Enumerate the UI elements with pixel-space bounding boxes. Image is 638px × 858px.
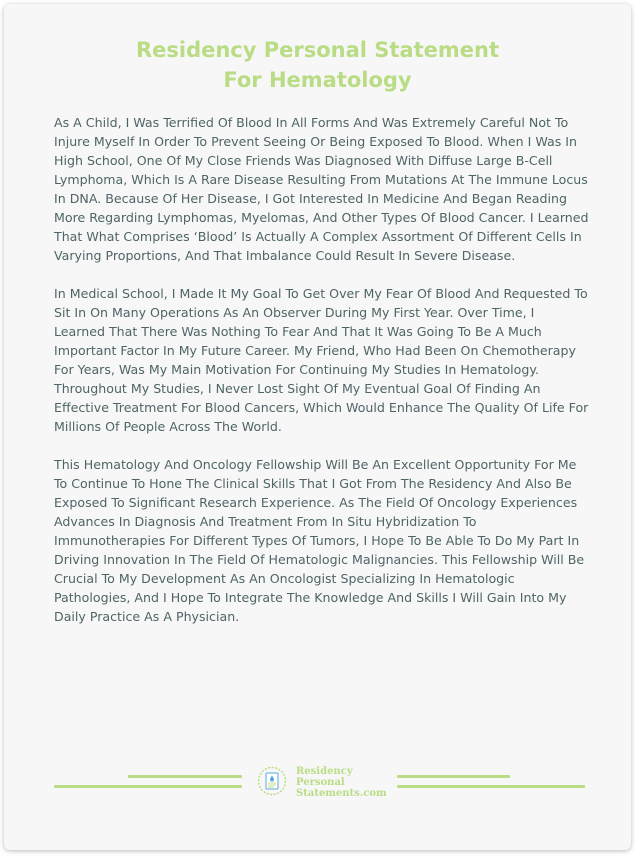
- logo-line-2: Personal: [296, 777, 345, 788]
- logo-line-1: Residency: [296, 766, 353, 777]
- paragraph-1: As A Child, I Was Terrified Of Blood In All Forms And Was Extremely Careful Not To Injure Myself In Order To Prevent Seeing Or Being Exposed To Blood. When I Was In High School, One Of My Close Friends Was Diagnosed With Diffuse Large B-Cell Lymphoma, Which Is A Rare Disease Resulting From Mutations At The Immune Locus In DNA. Because Of Her Disease, I Got Interested In Medicine And Began Reading More Regarding Lymphomas, Myelomas, And Other Types Of Blood Cancer. I Learned That What Comprises ‘Blood’ Is Actually A Complex Assortment Of Different Cells In Varying Proportions, And That Imbalance Could Result In Severe Disease.: [54, 115, 589, 263]
- brand-logo-text: [296, 766, 387, 799]
- footer: [4, 760, 631, 810]
- title-line-2: For Hematology: [223, 68, 412, 92]
- page-title: [4, 35, 631, 95]
- footer-line-right-short: [397, 775, 510, 778]
- paragraph-3: This Hematology And Oncology Fellowship Will Be An Excellent Opportunity For Me To Continue To Hone The Clinical Skills That I Got From The Residency And Also Be Exposed To Significant Research Experience. As The Field Of Oncology Experiences Advances In Diagnosis And Treatment From In Situ Hybridization To Immunotherapies For Different Types Of Tumors, I Hope To Be Able To Do My Part In Driving Innovation In The Field Of Hematologic Malignancies. This Fellowship Will Be Crucial To My Development As An Oncologist Specializing In Hematologic Pathologies, And I Hope To Integrate The Knowledge And Skills I Will Gain Into My Daily Practice As A Physician.: [54, 457, 585, 624]
- statement-body: [54, 113, 589, 645]
- document-page: [4, 4, 631, 850]
- footer-line-left-long: [54, 785, 242, 788]
- paragraph-2: In Medical School, I Made It My Goal To Get Over My Fear Of Blood And Requested To Sit In On Many Operations As An Observer During My First Year. Over Time, I Learned That There Was Nothing To Fear And That It Was Going To Be A Much Important Factor In My Future Career. My Friend, Who Had Been On Chemotherapy For Years, Was My Main Motivation For Continuing My Studies In Hematology. Throughout My Studies, I Never Lost Sight Of My Eventual Goal Of Finding An Effective Treatment For Blood Cancers, Which Would Enhance The Quality Of Life For Millions Of People Across The World.: [54, 286, 589, 434]
- title-line-1: Residency Personal Statement: [135, 38, 500, 62]
- document-drop-icon: [257, 766, 287, 796]
- logo-line-3: Statements.com: [296, 788, 387, 799]
- footer-line-right-long: [397, 785, 585, 788]
- footer-line-left-short: [128, 775, 242, 778]
